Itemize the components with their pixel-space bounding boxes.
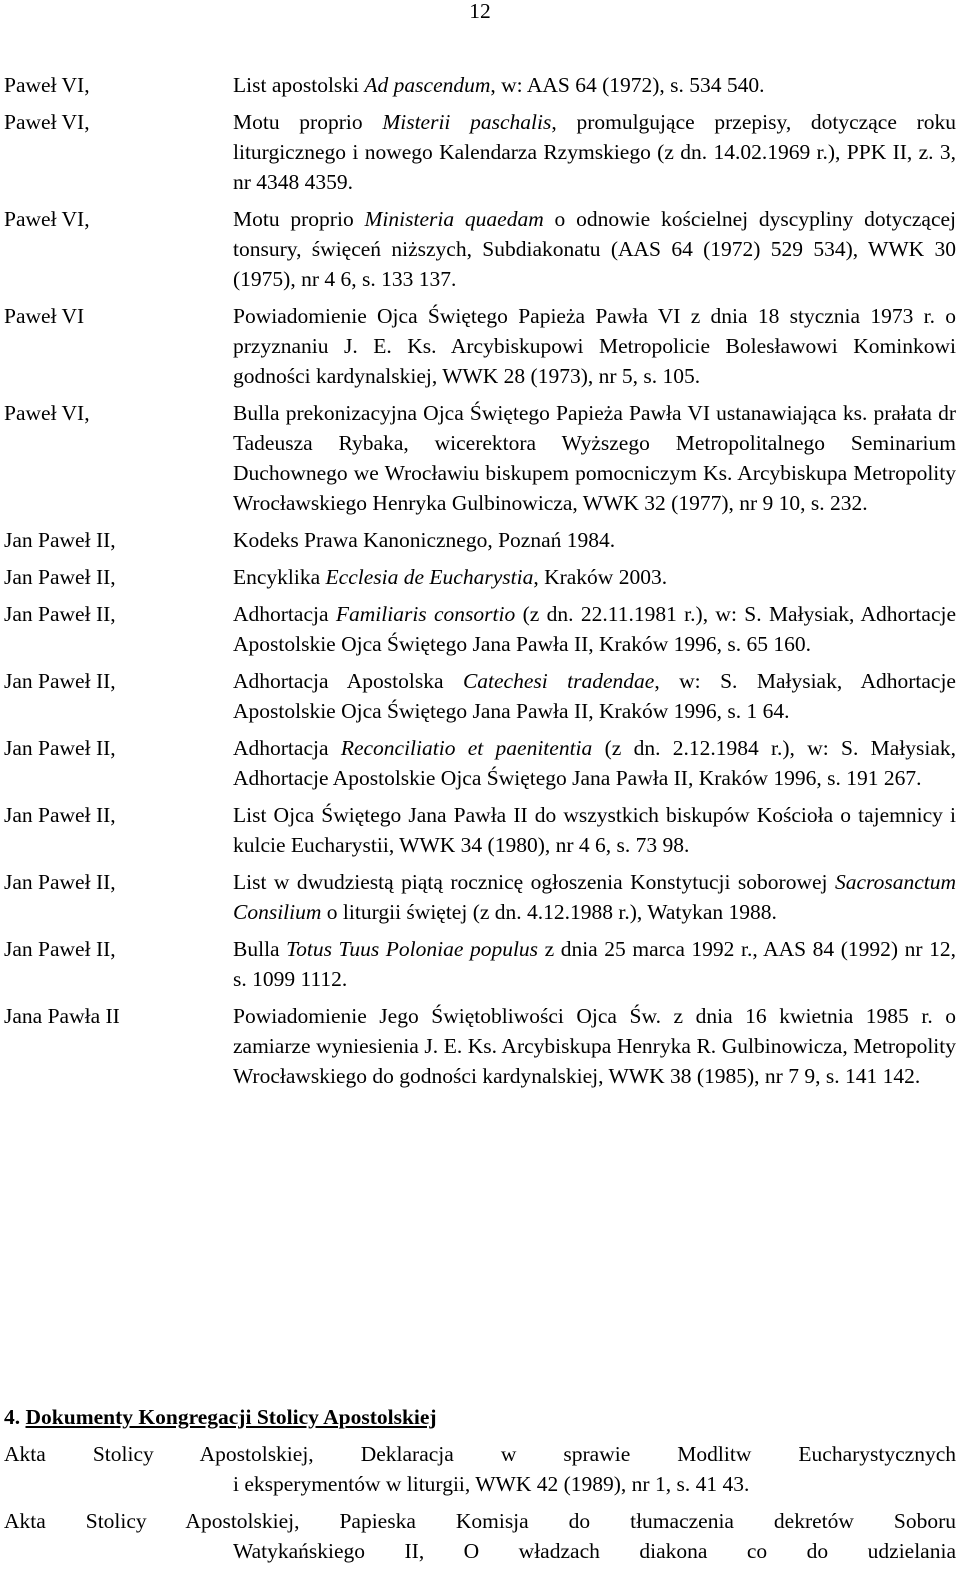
entry-text: Bulla prekonizacyjna Ojca Świętego Papieża Pawła VI ustanawiająca ks. prałata dr Tadeusza Rybaka, wicerektora Wyższego Metropolitalnego Seminarium Duchownego we Wrocławiu biskupem pomocniczym Ks. Arcybiskupa Metropolity Wrocławskiego Henryka Gulbinowicza, WWK 32 (1977), nr 9 10, s. 232.	[233, 401, 956, 515]
entry-text: List w dwudziestą piątą rocznicę ogłoszenia Konstytucji soborowej	[233, 870, 835, 894]
bibliography-entry	[4, 867, 956, 927]
entry-title-italic: Sacrosanctum Consilium	[233, 870, 956, 924]
entry-text: Encyklika	[233, 565, 326, 589]
entry-title-italic: Ministeria quaedam	[364, 207, 544, 231]
page-number: 12	[469, 0, 491, 23]
bibliography-entry	[4, 70, 956, 100]
congregation-entry-first-line: Akta Stolicy Apostolskiej, Deklaracja w sprawie Modlitw Eucharystycznych	[4, 1442, 956, 1466]
entry-author: Jan Paweł II,	[4, 803, 116, 827]
entry-text: Adhortacja Apostolska	[233, 669, 463, 693]
bibliography-entry	[4, 562, 956, 592]
congregation-entry	[4, 1506, 956, 1566]
bibliography-list	[4, 70, 956, 1098]
bibliography-entry	[4, 107, 956, 197]
entry-author: Jan Paweł II,	[4, 565, 116, 589]
entry-description	[233, 800, 956, 860]
entry-description	[233, 666, 956, 726]
entry-description	[233, 70, 956, 100]
entry-title-italic: Familiaris consortio	[335, 602, 516, 626]
bibliography-entry	[4, 204, 956, 294]
entry-title-italic: Totus Tuus Poloniae populus	[286, 937, 539, 961]
entry-text: List Ojca Świętego Jana Pawła II do wszystkich biskupów Kościoła o tajemnicy i kulcie Eucharystii, WWK 34 (1980), nr 4 6, s. 73 98.	[233, 803, 956, 857]
bibliography-entry	[4, 599, 956, 659]
entry-author: Paweł VI,	[4, 401, 90, 425]
entry-description	[233, 204, 956, 294]
entry-description	[233, 934, 956, 994]
entry-author: Paweł VI,	[4, 73, 90, 97]
entry-text: Adhortacja	[233, 736, 341, 760]
congregation-entry-continuation: Watykańskiego II, O władzach diakona co do udzielania	[233, 1539, 956, 1563]
entry-text: List apostolski	[233, 73, 365, 97]
section-title: Dokumenty Kongregacji Stolicy Apostolskiej	[25, 1405, 437, 1429]
entry-title-italic: Catechesi tradendae	[462, 669, 655, 693]
bibliography-entry	[4, 301, 956, 391]
entry-text: (z dn. 2.12.1984 r.), w: S. Małysiak, Adhortacje Apostolskie Ojca Świętego Jana Pawła II, Kraków 1996, s. 191 267.	[233, 736, 957, 790]
entry-text: Bulla	[233, 937, 287, 961]
entry-text: (z dn. 22.11.1981 r.), w: S. Małysiak, Adhortacje Apostolskie Ojca Świętego Jana Pawła II, Kraków 1996, s. 65 160.	[233, 602, 957, 656]
entry-author: Paweł VI,	[4, 207, 90, 231]
entry-description	[233, 733, 956, 793]
entry-description	[233, 562, 956, 592]
entry-author: Jana Pawła II	[4, 1004, 120, 1028]
entry-text: z dnia 25 marca 1992 r., AAS 84 (1992) nr 12, s. 1099 1112.	[233, 937, 956, 991]
bibliography-entry	[4, 525, 956, 555]
entry-author: Jan Paweł II,	[4, 528, 116, 552]
section-number: 4.	[4, 1405, 21, 1429]
entry-author: Jan Paweł II,	[4, 602, 116, 626]
entry-description	[233, 867, 956, 927]
entry-description	[233, 525, 956, 555]
congregation-list	[4, 1439, 956, 1573]
entry-description	[233, 301, 956, 391]
entry-text: Powiadomienie Ojca Świętego Papieża Pawła VI z dnia 18 stycznia 1973 r. o przyznaniu J. E. Ks. Arcybiskupowi Metropolicie Bolesławowi Kominkowi godności kardynalskiej, WWK 28 (1973), nr 5, s. 105.	[233, 304, 956, 388]
entry-author: Jan Paweł II,	[4, 870, 116, 894]
bibliography-entry	[4, 398, 956, 518]
bibliography-entry	[4, 666, 956, 726]
congregation-entry	[4, 1439, 956, 1499]
entry-description	[233, 599, 956, 659]
entry-text: o liturgii świętej (z dn. 4.12.1988 r.), Watykan 1988.	[321, 900, 777, 924]
entry-title-italic: Ad pascendum	[364, 73, 491, 97]
congregation-entry-first-line: Akta Stolicy Apostolskiej, Papieska Komisja do tłumaczenia dekretów Soboru	[4, 1509, 956, 1533]
entry-description	[233, 398, 956, 518]
congregation-entry-continuation: i eksperymentów w liturgii, WWK 42 (1989), nr 1, s. 41 43.	[233, 1472, 750, 1496]
entry-description	[233, 1001, 956, 1091]
entry-text: Powiadomienie Jego Świętobliwości Ojca Św. z dnia 16 kwietnia 1985 r. o zamiarze wyniesienia J. E. Ks. Arcybiskupa Henryka R. Gulbinowicza, Metropolity Wrocławskiego do godności kardynalskiej, WWK 38 (1985), nr 7 9, s. 141 142.	[233, 1004, 956, 1088]
entry-text: , promulgujące przepisy, dotyczące roku liturgicznego i nowego Kalendarza Rzymskiego (z dn. 14.02.1969 r.), PPK II, z. 3, nr 4348 4359.	[233, 110, 956, 194]
entry-text: Motu proprio	[233, 110, 383, 134]
entry-title-italic: Reconciliatio et paenitentia	[340, 736, 593, 760]
entry-author: Jan Paweł II,	[4, 937, 116, 961]
entry-text: , w: AAS 64 (1972), s. 534 540.	[490, 73, 765, 97]
section-heading	[4, 1402, 437, 1432]
entry-author: Paweł VI,	[4, 110, 90, 134]
entry-text: Adhortacja	[233, 602, 336, 626]
entry-text: , w: S. Małysiak, Adhortacje Apostolskie Ojca Świętego Jana Pawła II, Kraków 1996, s. 1 64.	[233, 669, 956, 723]
entry-title-italic: Ecclesia de Eucharystia	[325, 565, 534, 589]
entry-author: Jan Paweł II,	[4, 736, 116, 760]
entry-text: o odnowie kościelnej dyscypliny dotyczącej tonsury, święceń niższych, Subdiakonatu (AAS 64 (1972) 529 534), WWK 30 (1975), nr 4 6, s. 133 137.	[233, 207, 957, 291]
entry-text: , Kraków 2003.	[533, 565, 668, 589]
entry-author: Paweł VI	[4, 304, 85, 328]
bibliography-entry	[4, 934, 956, 994]
entry-description	[233, 107, 956, 197]
entry-title-italic: Misterii paschalis	[382, 110, 552, 134]
entry-text: Motu proprio	[233, 207, 365, 231]
bibliography-entry	[4, 733, 956, 793]
bibliography-entry	[4, 800, 956, 860]
entry-author: Jan Paweł II,	[4, 669, 116, 693]
entry-text: Kodeks Prawa Kanonicznego, Poznań 1984.	[233, 528, 616, 552]
bibliography-entry	[4, 1001, 956, 1091]
